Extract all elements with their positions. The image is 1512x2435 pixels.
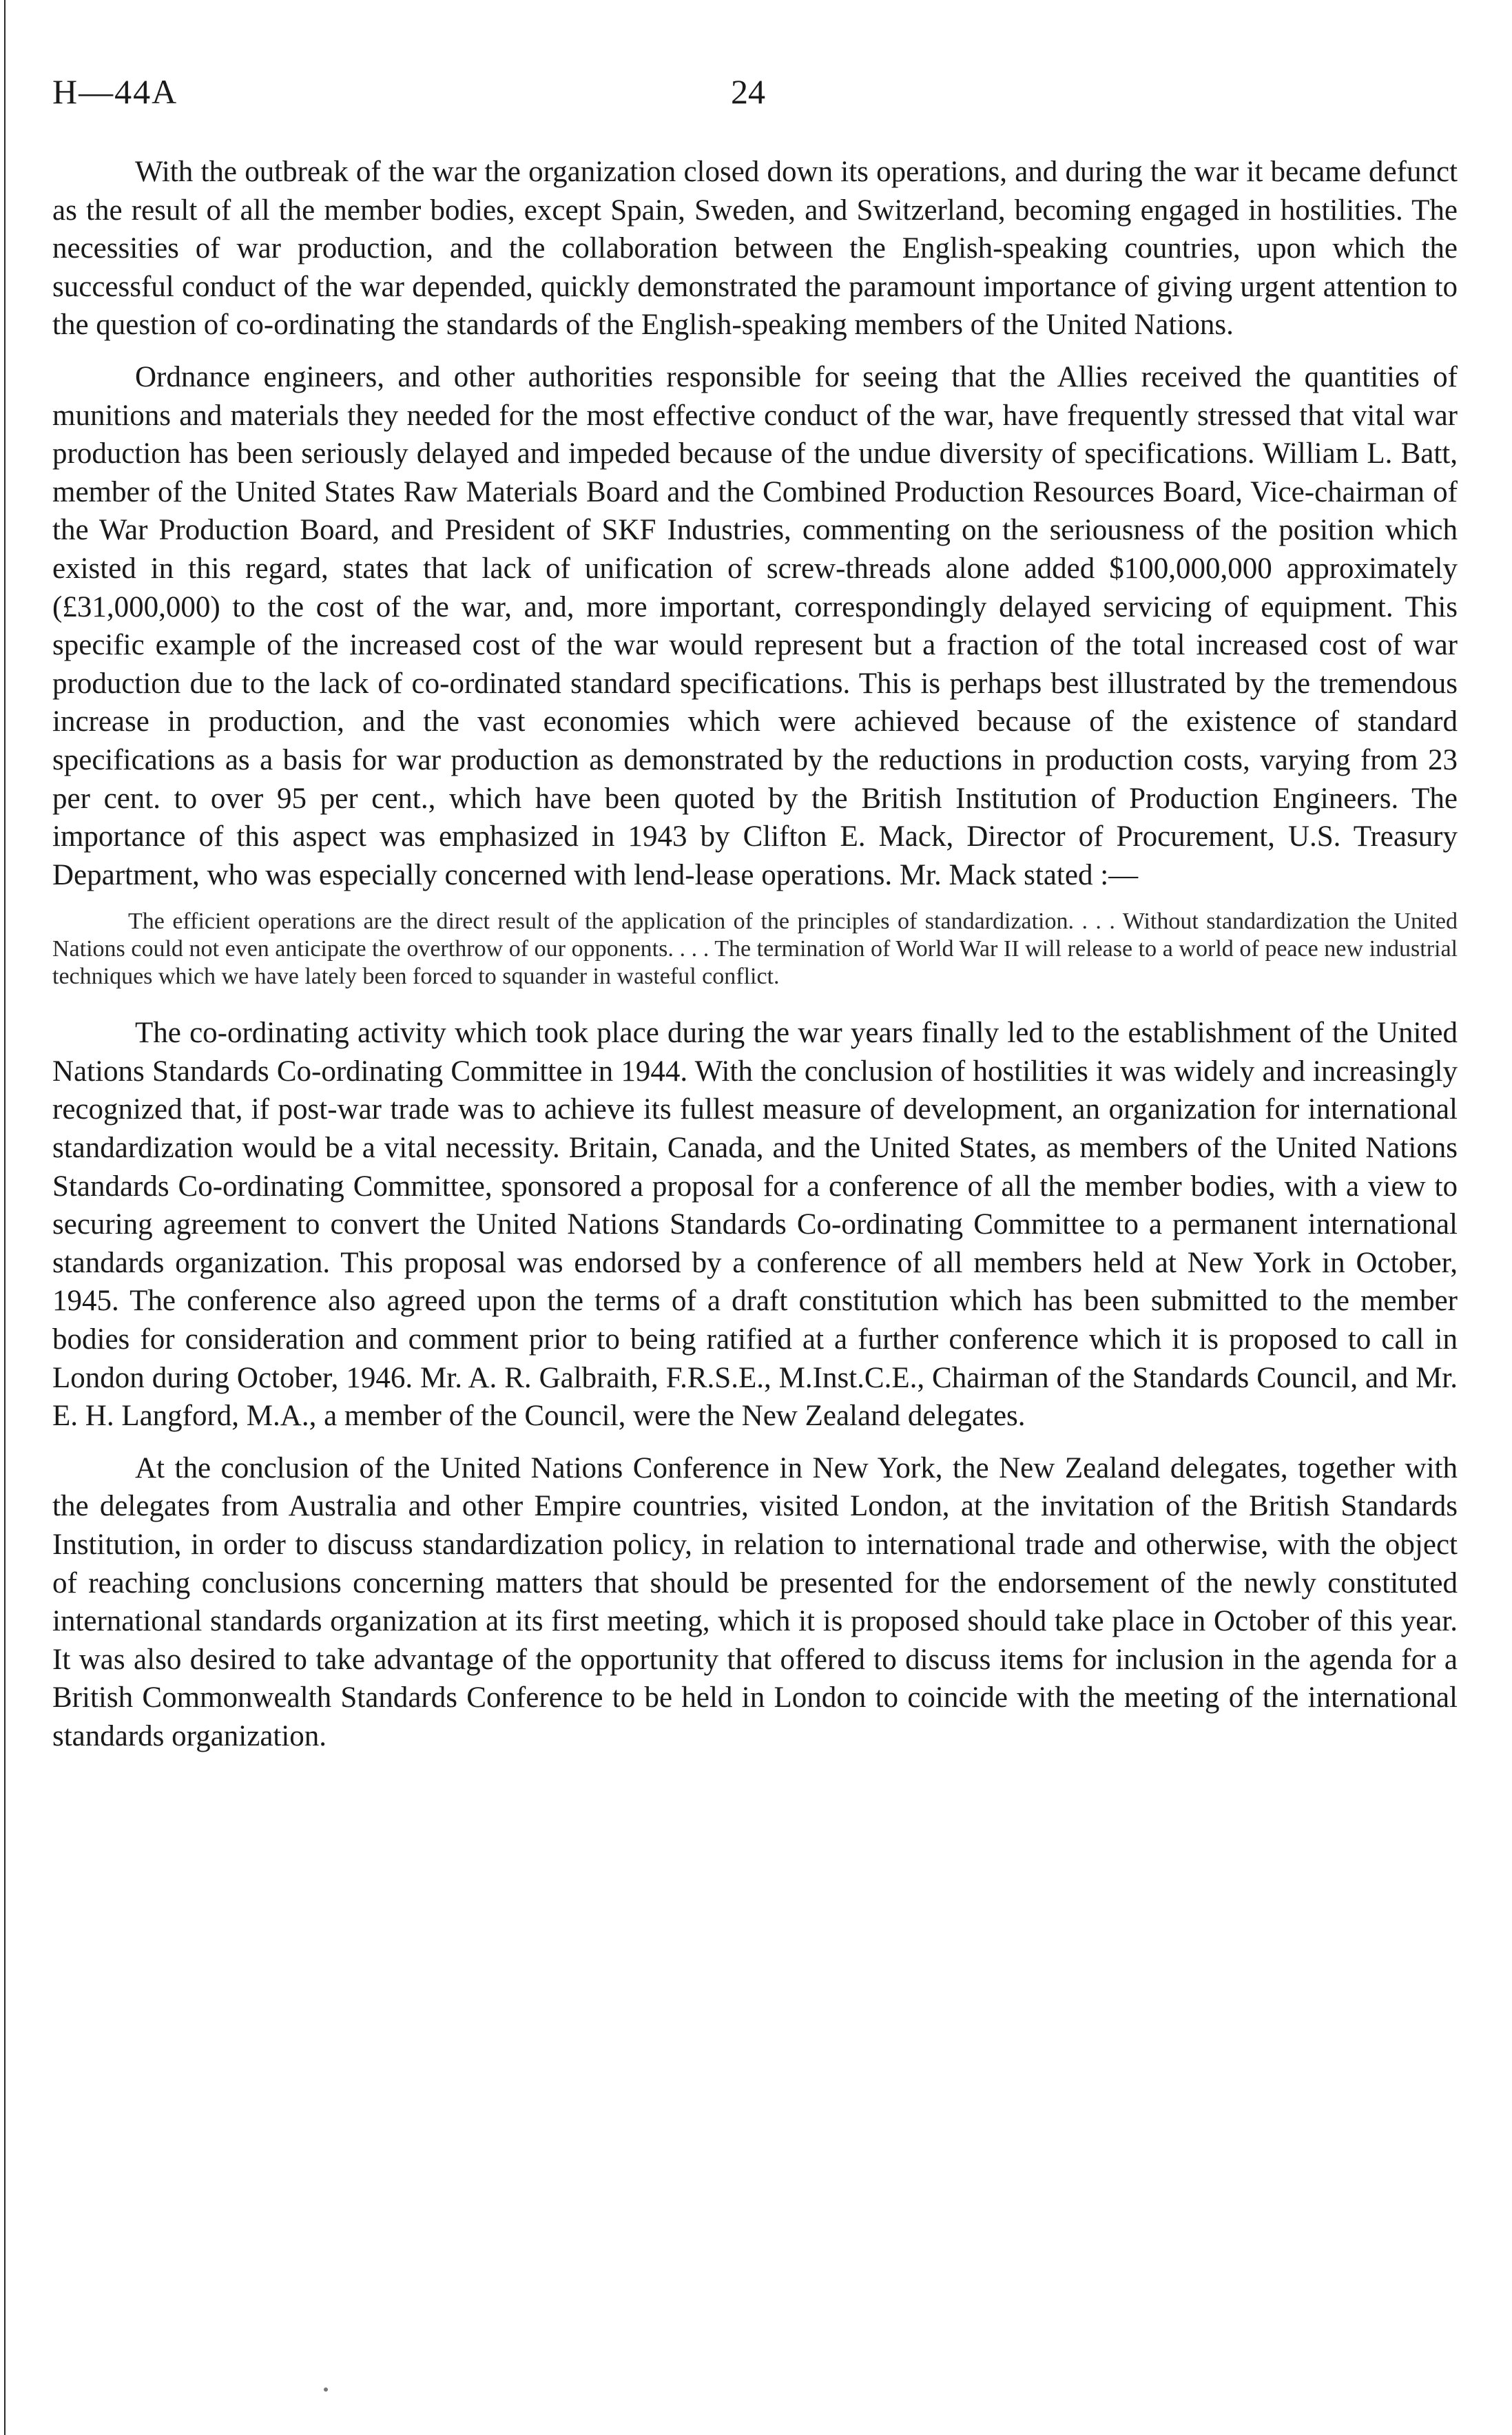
paragraph-war-outbreak: With the outbreak of the war the organization closed down its operations, and during the war it became defunct as the result of all the member bodies, except Spain, Sweden, and Switzerland, becoming engaged in hostilities. The necessities of war production, and the collaboration between the English-speaking countries, upon which the successful conduct of the war depended, quickly demonstrated the paramount importance of giving urgent attention to the question of co-ordinating the standards of the English-speaking members of the United Nations. (52, 156, 1458, 342)
paragraph-ordnance-engineers: Ordnance engineers, and other authorities responsible for seeing that the Allies received the quantities of munitions and materials they needed for the most effective conduct of the war, have frequently stressed that vital war production has been seriously delayed and impeded because of the undue diversity of specifications. William L. Batt, member of the United States Raw Materials Board and the Combined Production Resources Board, Vice-chairman of the War Production Board, and President of SKF Industries, commenting on the seriousness of the position which existed in this regard, states that lack of unification of screw-threads alone added $100,000,000 approximately (£31,000,000) to the cost of the war, and, more important, correspondingly delayed servicing of equipment. This specific example of the increased cost of the war would represent but a fraction of the total increased cost of war production due to the lack of co-ordinated standard specifications. This is perhaps best illustrated by the tremendous increase in production, and the vast economies which were achieved because of the existence of standard specifications as a basis for war production as demonstrated by the reductions in production costs, varying from 23 per cent. to over 95 per cent., which have been quoted by the British Institution of Production Engineers. The importance of this aspect was emphasized in 1943 by Clifton E. Mack, Director of Procurement, U.S. Treasury Department, who was especially concerned with lend-lease operations. Mr. Mack stated :— (52, 360, 1458, 891)
page-speck (324, 2387, 328, 2392)
quotation-mack: The efficient operations are the direct result of the application of the principles of standardization. . . . Without standardization the United Nations could not even anticipate the overthrow of our opponents. . . . The termination of World War II will release to a world of peace new industrial techniques which we have lately been forced to squander in wasteful conflict. (52, 909, 1458, 990)
page-left-border (4, 0, 6, 2435)
page-header (52, 72, 1402, 127)
paragraph-coordinating-committee: The co-ordinating activity which took place during the war years finally led to the establishment of the United Nations Standards Co-ordinating Committee in 1944. With the conclusion of hostilities it was widely and increasingly recognized that, if post-war trade was to achieve its fullest measure of development, an organization for international standardization would be a vital necessity. Britain, Canada, and the United States, as members of the United Nations Standards Co-ordinating Committee, sponsored a proposal for a conference of all the member bodies, with a view to securing agreement to convert the United Nations Standards Co-ordinating Committee to a permanent international standards organization. This proposal was endorsed by a conference of all members held at New York in October, 1945. The conference also agreed upon the terms of a draft constitution which has been submitted to the member bodies for consideration and comment prior to being ratified at a further conference which it is proposed to call in London during October, 1946. Mr. A. R. Galbraith, F.R.S.E., M.Inst.C.E., Chairman of the Standards Council, and Mr. E. H. Langford, M.A., a member of the Council, were the New Zealand delegates. (52, 1017, 1458, 1433)
page-number: 24 (731, 72, 765, 111)
document-reference: H—44A (52, 72, 178, 111)
paragraph-london-conference: At the conclusion of the United Nations Conference in New York, the New Zealand delegates, together with the delegates from Australia and other Empire countries, visited London, at the invitation of the British Standards Institution, in order to discuss standardization policy, in relation to international trade and otherwise, with the object of reaching conclusions concerning matters that should be presented for the endorsement of the newly constituted international standards organization at its first meeting, which it is proposed should take place in October of this year. It was also desired to take advantage of the opportunity that offered to discuss items for inclusion in the agenda for a British Commonwealth Standards Conference to be held in London to coincide with the meeting of the international standards organization. (52, 1451, 1458, 1752)
page-body (52, 153, 1458, 1770)
